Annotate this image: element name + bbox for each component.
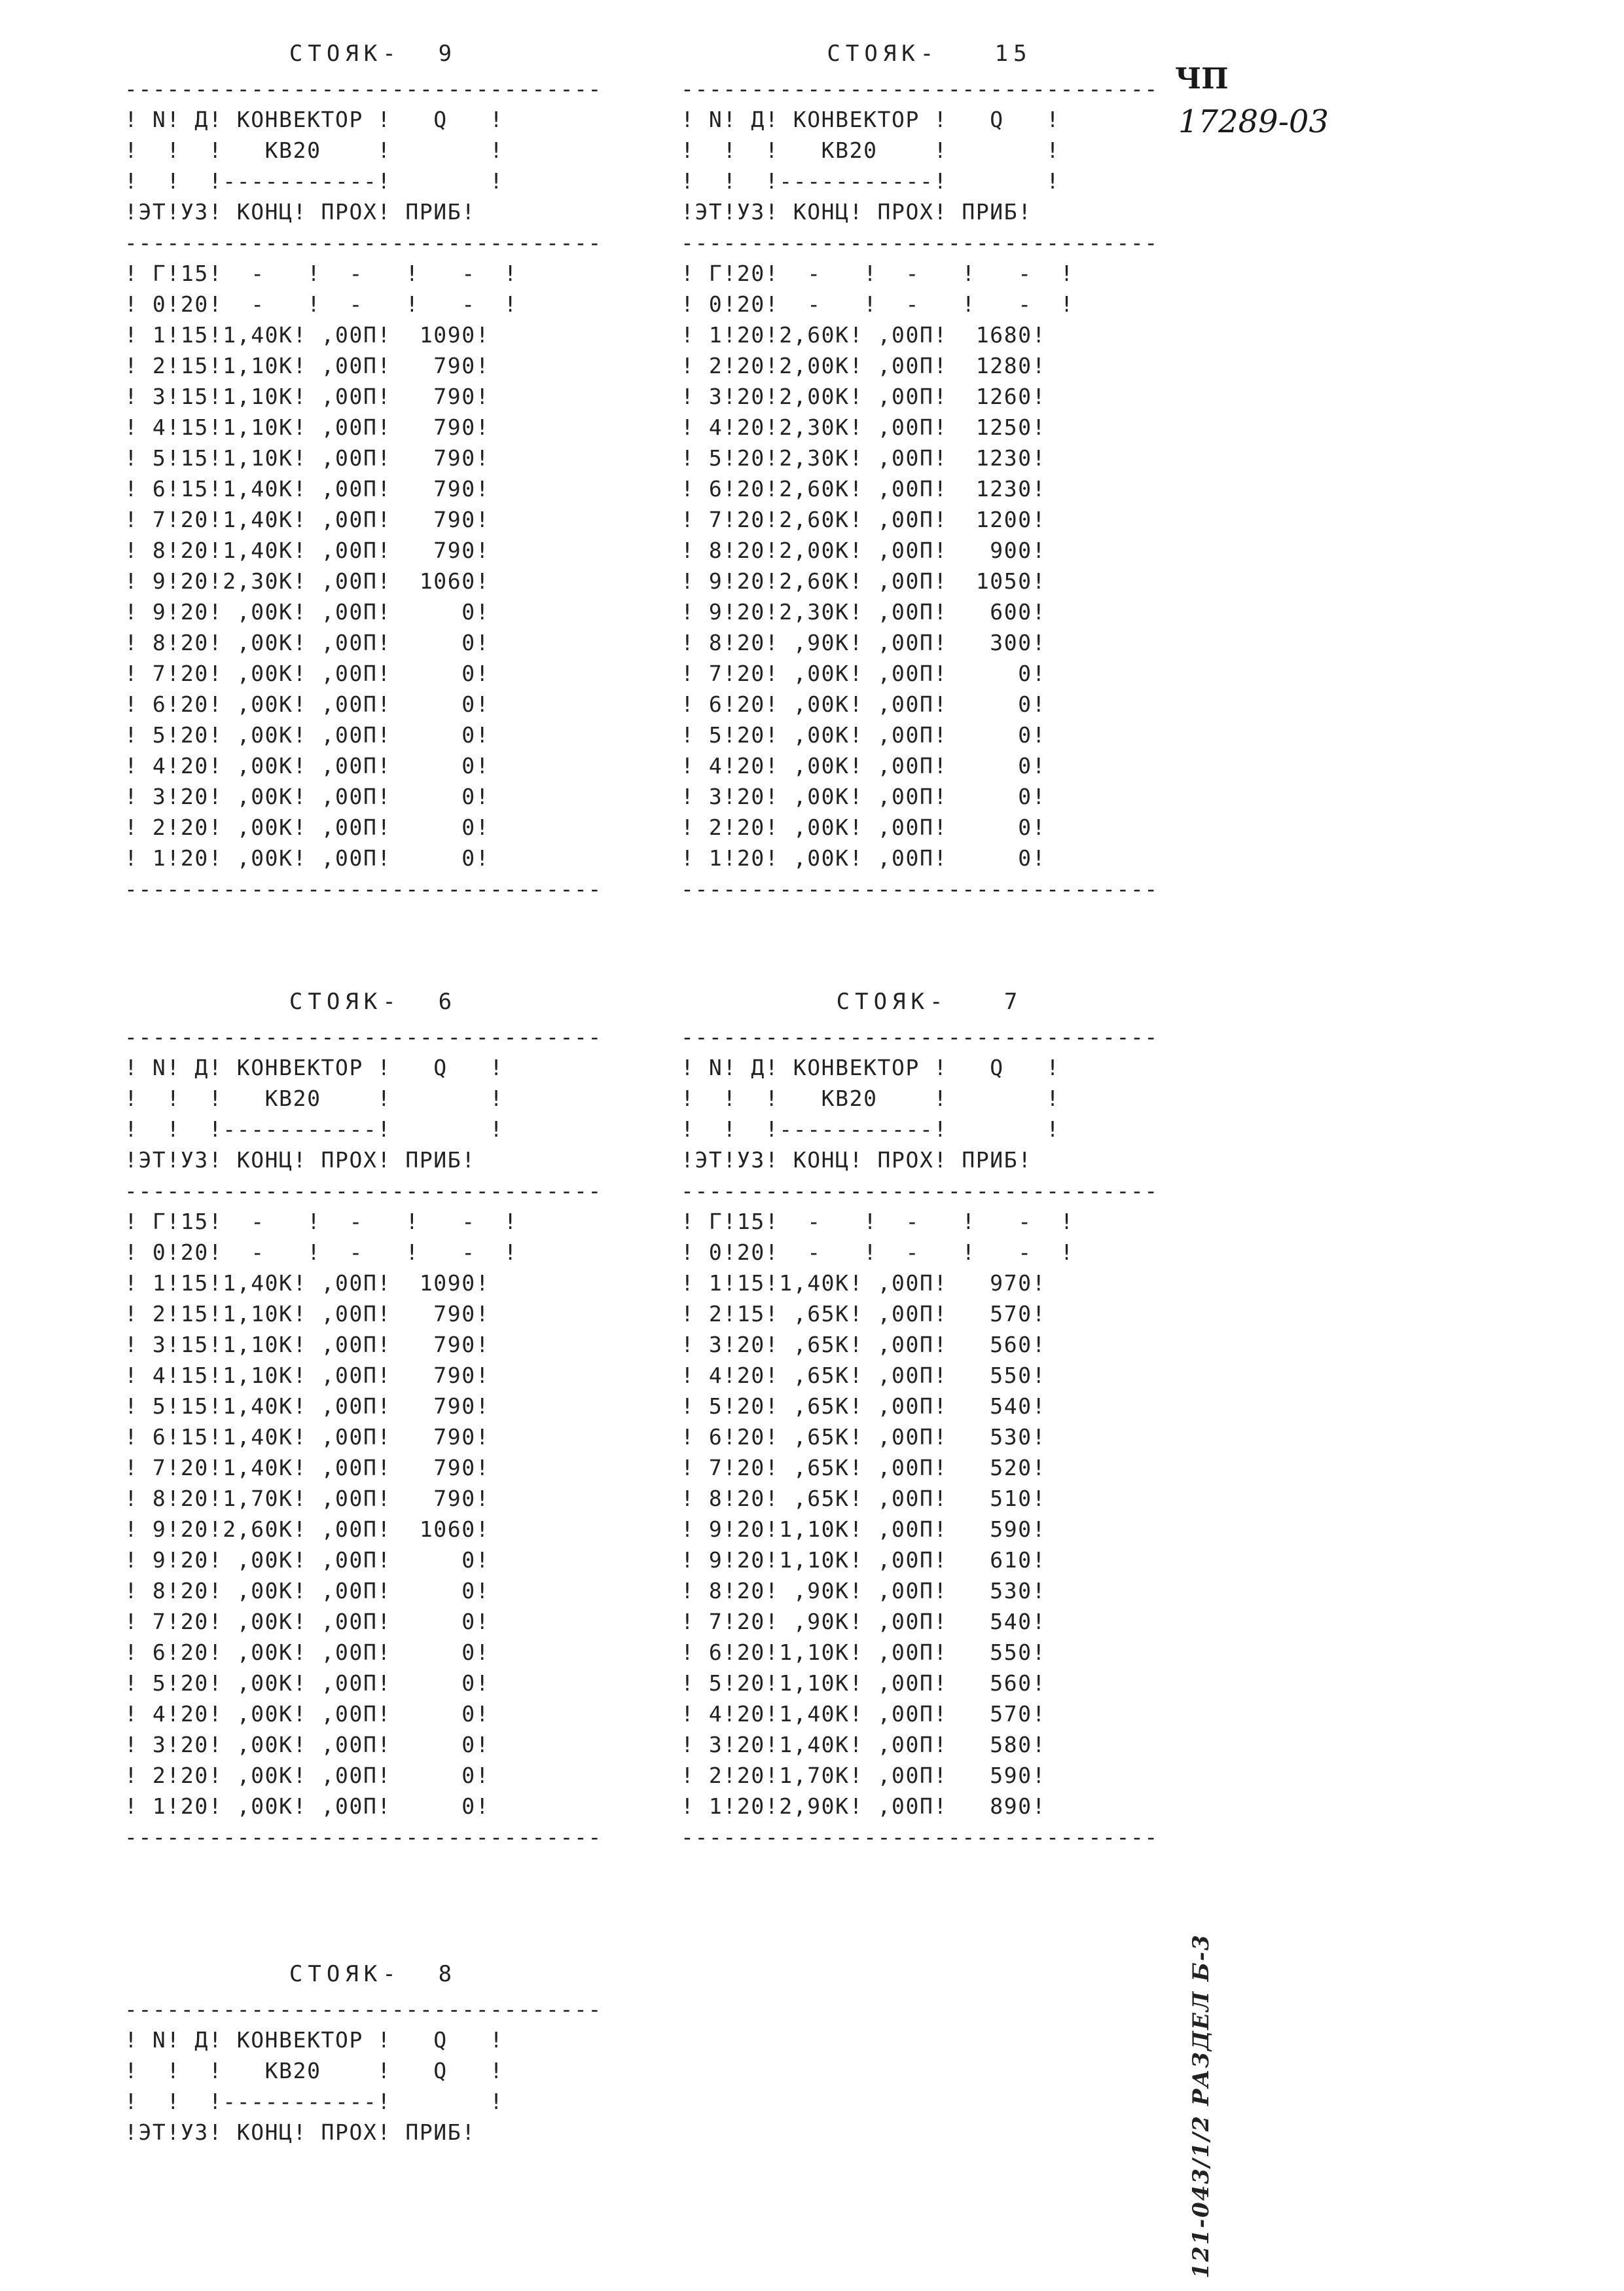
- table-row: ! 4!20! ,65К! ,00П! 550!: [681, 1363, 1047, 1388]
- riser-grid: [124, 1021, 602, 1852]
- table-row: ! 7!20! ,90К! ,00П! 540!: [681, 1609, 1047, 1634]
- table-line: ! ! !-----------! !: [124, 1116, 504, 1142]
- table-row: ! 9!20!2,30К! ,00П! 1060!: [124, 568, 490, 594]
- table-row: ! 1!20! ,00К! ,00П! 0!: [124, 845, 490, 871]
- table-row: ! 1!15!1,40К! ,00П! 1090!: [124, 1270, 490, 1296]
- table-line: ----------------------------------: [681, 230, 1159, 255]
- table-row: ! 7!20!1,40К! ,00П! 790!: [124, 1455, 490, 1480]
- table-line: ----------------------------------: [681, 76, 1159, 101]
- table-row: ! 3!20! ,00К! ,00П! 0!: [124, 1732, 490, 1757]
- table-row: ! 9!20!2,30К! ,00П! 600!: [681, 599, 1047, 625]
- table-line: ----------------------------------: [124, 230, 602, 255]
- table-line: ----------------------------------: [124, 76, 602, 101]
- table-row: ! 8!20!1,70К! ,00П! 790!: [124, 1486, 490, 1511]
- table-row: ! 2!20! ,00К! ,00П! 0!: [124, 815, 490, 840]
- table-row: ! 6!15!1,40К! ,00П! 790!: [124, 1424, 490, 1450]
- table-line: ----------------------------------: [681, 876, 1159, 902]
- table-row: ! 3!20! ,00К! ,00П! 0!: [681, 784, 1047, 809]
- table-row: ! 2!20! ,00К! ,00П! 0!: [681, 815, 1047, 840]
- document-number-handwritten: 17289-03: [1178, 103, 1329, 140]
- table-row: ! 7!20!1,40К! ,00П! 790!: [124, 507, 490, 532]
- table-row: ! 5!20! ,00К! ,00П! 0!: [124, 722, 490, 748]
- table-row: ! 1!20!2,60К! ,00П! 1680!: [681, 322, 1047, 348]
- table-row: ! 9!20!1,10К! ,00П! 610!: [681, 1547, 1047, 1573]
- table-row: ! 9!20! ,00К! ,00П! 0!: [124, 599, 490, 625]
- table-line: ----------------------------------: [124, 1996, 602, 2022]
- table-row: ! 6!20! ,00К! ,00П! 0!: [124, 1640, 490, 1665]
- riser-grid: [124, 1994, 602, 2148]
- table-line: !ЭТ!УЗ! КОНЦ! ПРОХ! ПРИБ!: [681, 1147, 1032, 1173]
- table-row: ! 7!20! ,00К! ,00П! 0!: [124, 1609, 490, 1634]
- table-line: ! N! Д! КОНВЕКТОР ! Q !: [124, 2027, 504, 2053]
- riser-grid: [681, 73, 1159, 904]
- table-row: ! 1!15!1,40К! ,00П! 1090!: [124, 322, 490, 348]
- table-row: ! 5!20! ,00К! ,00П! 0!: [124, 1670, 490, 1696]
- table-row: ! 4!20! ,00К! ,00П! 0!: [124, 1701, 490, 1727]
- riser-grid: [681, 1021, 1159, 1852]
- table-line: ! ! !-----------! !: [124, 168, 504, 194]
- table-row: ! 5!20!1,10К! ,00П! 560!: [681, 1670, 1047, 1696]
- table-row: ! 5!20! ,65К! ,00П! 540!: [681, 1393, 1047, 1419]
- table-row: ! Г!15! - ! - ! - !: [681, 1209, 1075, 1234]
- table-row: ! 3!20!1,40К! ,00П! 580!: [681, 1732, 1047, 1757]
- table-line: !ЭТ!УЗ! КОНЦ! ПРОХ! ПРИБ!: [681, 199, 1032, 225]
- table-row: ! 7!20! ,65К! ,00П! 520!: [681, 1455, 1047, 1480]
- table-row: ! 8!20! ,65К! ,00П! 510!: [681, 1486, 1047, 1511]
- table-row: ! 3!20! ,00К! ,00П! 0!: [124, 784, 490, 809]
- table-row: ! Г!15! - ! - ! - !: [124, 1209, 518, 1234]
- table-row: ! 2!20!2,00К! ,00П! 1280!: [681, 353, 1047, 378]
- corner-mark-cp: ЧП: [1175, 62, 1229, 96]
- table-row: ! 8!20! ,00К! ,00П! 0!: [124, 630, 490, 655]
- table-row: ! 9!20!2,60К! ,00П! 1050!: [681, 568, 1047, 594]
- table-line: ----------------------------------: [124, 1824, 602, 1850]
- table-row: ! 4!20!1,40К! ,00П! 570!: [681, 1701, 1047, 1727]
- table-row: ! 2!15! ,65К! ,00П! 570!: [681, 1301, 1047, 1327]
- table-line: !ЭТ!УЗ! КОНЦ! ПРОХ! ПРИБ!: [124, 2119, 476, 2145]
- table-row: ! 6!20!1,10К! ,00П! 550!: [681, 1640, 1047, 1665]
- riser-title: СТОЯК- 15: [827, 41, 1032, 67]
- table-row: ! 1!20!2,90К! ,00П! 890!: [681, 1793, 1047, 1819]
- table-row: ! 8!20! ,90К! ,00П! 530!: [681, 1578, 1047, 1604]
- table-row: ! 3!15!1,10К! ,00П! 790!: [124, 1332, 490, 1357]
- table-line: !ЭТ!УЗ! КОНЦ! ПРОХ! ПРИБ!: [124, 1147, 476, 1173]
- table-line: ! ! ! КВ20 ! !: [681, 1086, 1060, 1111]
- table-line: ! ! !-----------! !: [681, 168, 1060, 194]
- table-row: ! 6!20! ,00К! ,00П! 0!: [681, 691, 1047, 717]
- table-row: ! Г!20! - ! - ! - !: [681, 261, 1075, 286]
- table-row: ! Г!15! - ! - ! - !: [124, 261, 518, 286]
- table-line: ! ! ! КВ20 ! !: [124, 137, 504, 163]
- table-line: ----------------------------------: [124, 1178, 602, 1203]
- table-row: ! 6!15!1,40К! ,00П! 790!: [124, 476, 490, 502]
- table-row: ! 5!15!1,10К! ,00П! 790!: [124, 445, 490, 471]
- table-row: ! 8!20! ,90К! ,00П! 300!: [681, 630, 1047, 655]
- table-row: ! 1!20! ,00К! ,00П! 0!: [124, 1793, 490, 1819]
- table-line: ! N! Д! КОНВЕКТОР ! Q !: [681, 1055, 1060, 1080]
- table-row: ! 2!15!1,10К! ,00П! 790!: [124, 1301, 490, 1327]
- table-row: ! 8!20! ,00К! ,00П! 0!: [124, 1578, 490, 1604]
- table-row: ! 8!20!1,40К! ,00П! 790!: [124, 538, 490, 563]
- table-line: ----------------------------------: [681, 1178, 1159, 1203]
- table-row: ! 4!20! ,00К! ,00П! 0!: [124, 753, 490, 779]
- table-row: ! 4!20! ,00К! ,00П! 0!: [681, 753, 1047, 779]
- table-row: ! 3!20!2,00К! ,00П! 1260!: [681, 384, 1047, 409]
- table-row: ! 6!20! ,00К! ,00П! 0!: [124, 691, 490, 717]
- riser-title: СТОЯК- 7: [836, 989, 1023, 1015]
- table-line: ! N! Д! КОНВЕКТОР ! Q !: [124, 107, 504, 132]
- table-line: ! ! ! КВ20 ! !: [124, 1086, 504, 1111]
- riser-title: СТОЯК- 9: [289, 41, 458, 67]
- table-row: ! 0!20! - ! - ! - !: [681, 1239, 1075, 1265]
- table-row: ! 3!20! ,65К! ,00П! 560!: [681, 1332, 1047, 1357]
- table-line: ----------------------------------: [681, 1824, 1159, 1850]
- table-row: ! 9!20!1,10К! ,00П! 590!: [681, 1516, 1047, 1542]
- table-row: ! 0!20! - ! - ! - !: [681, 291, 1075, 317]
- riser-title: СТОЯК- 8: [289, 1961, 458, 1987]
- table-row: ! 7!20! ,00К! ,00П! 0!: [681, 661, 1047, 686]
- table-row: ! 6!20!2,60К! ,00П! 1230!: [681, 476, 1047, 502]
- table-row: ! 0!20! - ! - ! - !: [124, 291, 518, 317]
- table-row: ! 0!20! - ! - ! - !: [124, 1239, 518, 1265]
- table-row: ! 3!15!1,10К! ,00П! 790!: [124, 384, 490, 409]
- table-row: ! 5!20! ,00К! ,00П! 0!: [681, 722, 1047, 748]
- table-line: ! N! Д! КОНВЕКТОР ! Q !: [124, 1055, 504, 1080]
- table-row: ! 4!15!1,10К! ,00П! 790!: [124, 414, 490, 440]
- table-line: !ЭТ!УЗ! КОНЦ! ПРОХ! ПРИБ!: [124, 199, 476, 225]
- table-line: ----------------------------------: [681, 1024, 1159, 1050]
- table-line: ! N! Д! КОНВЕКТОР ! Q !: [681, 107, 1060, 132]
- table-row: ! 5!20!2,30К! ,00П! 1230!: [681, 445, 1047, 471]
- table-row: ! 6!20! ,65К! ,00П! 530!: [681, 1424, 1047, 1450]
- table-line: ! ! ! КВ20 ! !: [681, 137, 1060, 163]
- table-row: ! 2!20!1,70К! ,00П! 590!: [681, 1763, 1047, 1788]
- table-row: ! 7!20!2,60К! ,00П! 1200!: [681, 507, 1047, 532]
- riser-grid: [124, 73, 602, 904]
- table-line: ! ! ! КВ20 ! Q !: [124, 2058, 504, 2083]
- table-line: ----------------------------------: [124, 1024, 602, 1050]
- table-row: ! 9!20!2,60К! ,00П! 1060!: [124, 1516, 490, 1542]
- table-row: ! 7!20! ,00К! ,00П! 0!: [124, 661, 490, 686]
- table-row: ! 1!20! ,00К! ,00П! 0!: [681, 845, 1047, 871]
- table-row: ! 8!20!2,00К! ,00П! 900!: [681, 538, 1047, 563]
- table-row: ! 4!15!1,10К! ,00П! 790!: [124, 1363, 490, 1388]
- table-row: ! 2!20! ,00К! ,00П! 0!: [124, 1763, 490, 1788]
- table-row: ! 4!20!2,30К! ,00П! 1250!: [681, 414, 1047, 440]
- margin-note-section: 121-043/1/2 РАЗДЕЛ Б-3: [1188, 1934, 1214, 2279]
- table-line: ----------------------------------: [124, 876, 602, 902]
- table-row: ! 5!15!1,40К! ,00П! 790!: [124, 1393, 490, 1419]
- table-line: ! ! !-----------! !: [124, 2089, 504, 2114]
- table-row: ! 9!20! ,00К! ,00П! 0!: [124, 1547, 490, 1573]
- table-row: ! 2!15!1,10К! ,00П! 790!: [124, 353, 490, 378]
- table-row: ! 1!15!1,40К! ,00П! 970!: [681, 1270, 1047, 1296]
- table-line: ! ! !-----------! !: [681, 1116, 1060, 1142]
- riser-title: СТОЯК- 6: [289, 989, 458, 1015]
